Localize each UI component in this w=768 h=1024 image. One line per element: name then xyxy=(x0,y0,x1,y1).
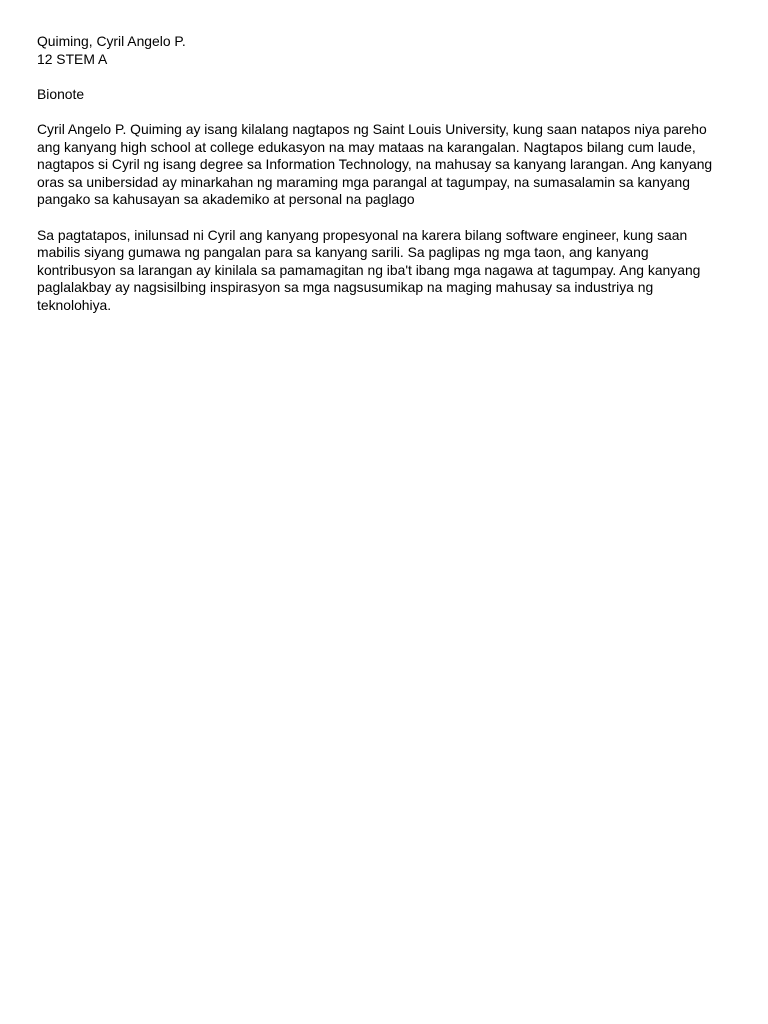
paragraph-line: ang kanyang high school at college edukasyon na may mataas na karangalan. Nagtapos bilang cum laude, xyxy=(37,138,696,155)
document-body xyxy=(37,33,744,315)
paragraph-line: oras sa unibersidad ay minarkahan ng maraming mga parangal at tagumpay, na sumasalamin sa kanyang xyxy=(37,173,690,190)
paragraph-line: pangako sa kahusayan sa akademiko at personal na paglago xyxy=(37,191,415,208)
paragraph-1 xyxy=(37,121,744,209)
paragraph-line: teknolohiya. xyxy=(37,296,112,313)
document-title: Bionote xyxy=(37,85,85,102)
author-name: Quiming, Cyril Angelo P. xyxy=(37,33,186,49)
spacer xyxy=(37,103,744,121)
spacer xyxy=(37,68,744,86)
paragraph-2 xyxy=(37,227,744,315)
spacer xyxy=(37,209,744,227)
class-section: 12 STEM A xyxy=(37,50,108,67)
paragraph-line: nagtapos si Cyril ng isang degree sa Information Technology, na mahusay sa kanyang larangan. Ang kanyang xyxy=(37,156,713,173)
paragraph-line: Sa pagtatapos, inilunsad ni Cyril ang kanyang propesyonal na karera bilang software engineer, kung saan xyxy=(37,226,688,243)
paragraph-line: paglalakbay ay nagsisilbing inspirasyon sa mga nagsusumikap na maging mahusay sa industriya ng xyxy=(37,279,654,296)
paragraph-line: kontribusyon sa larangan ay kinilala sa pamamagitan ng iba't ibang mga nagawa at tagumpay. Ang kanyang xyxy=(37,261,701,278)
paragraph-line: Cyril Angelo P. Quiming ay isang kilalang nagtapos ng Saint Louis University, kung saan natapos niya pareho xyxy=(37,120,707,137)
paragraph-line: mabilis siyang gumawa ng pangalan para sa kanyang sarili. Sa paglipas ng mga taon, ang kanyang xyxy=(37,244,649,261)
